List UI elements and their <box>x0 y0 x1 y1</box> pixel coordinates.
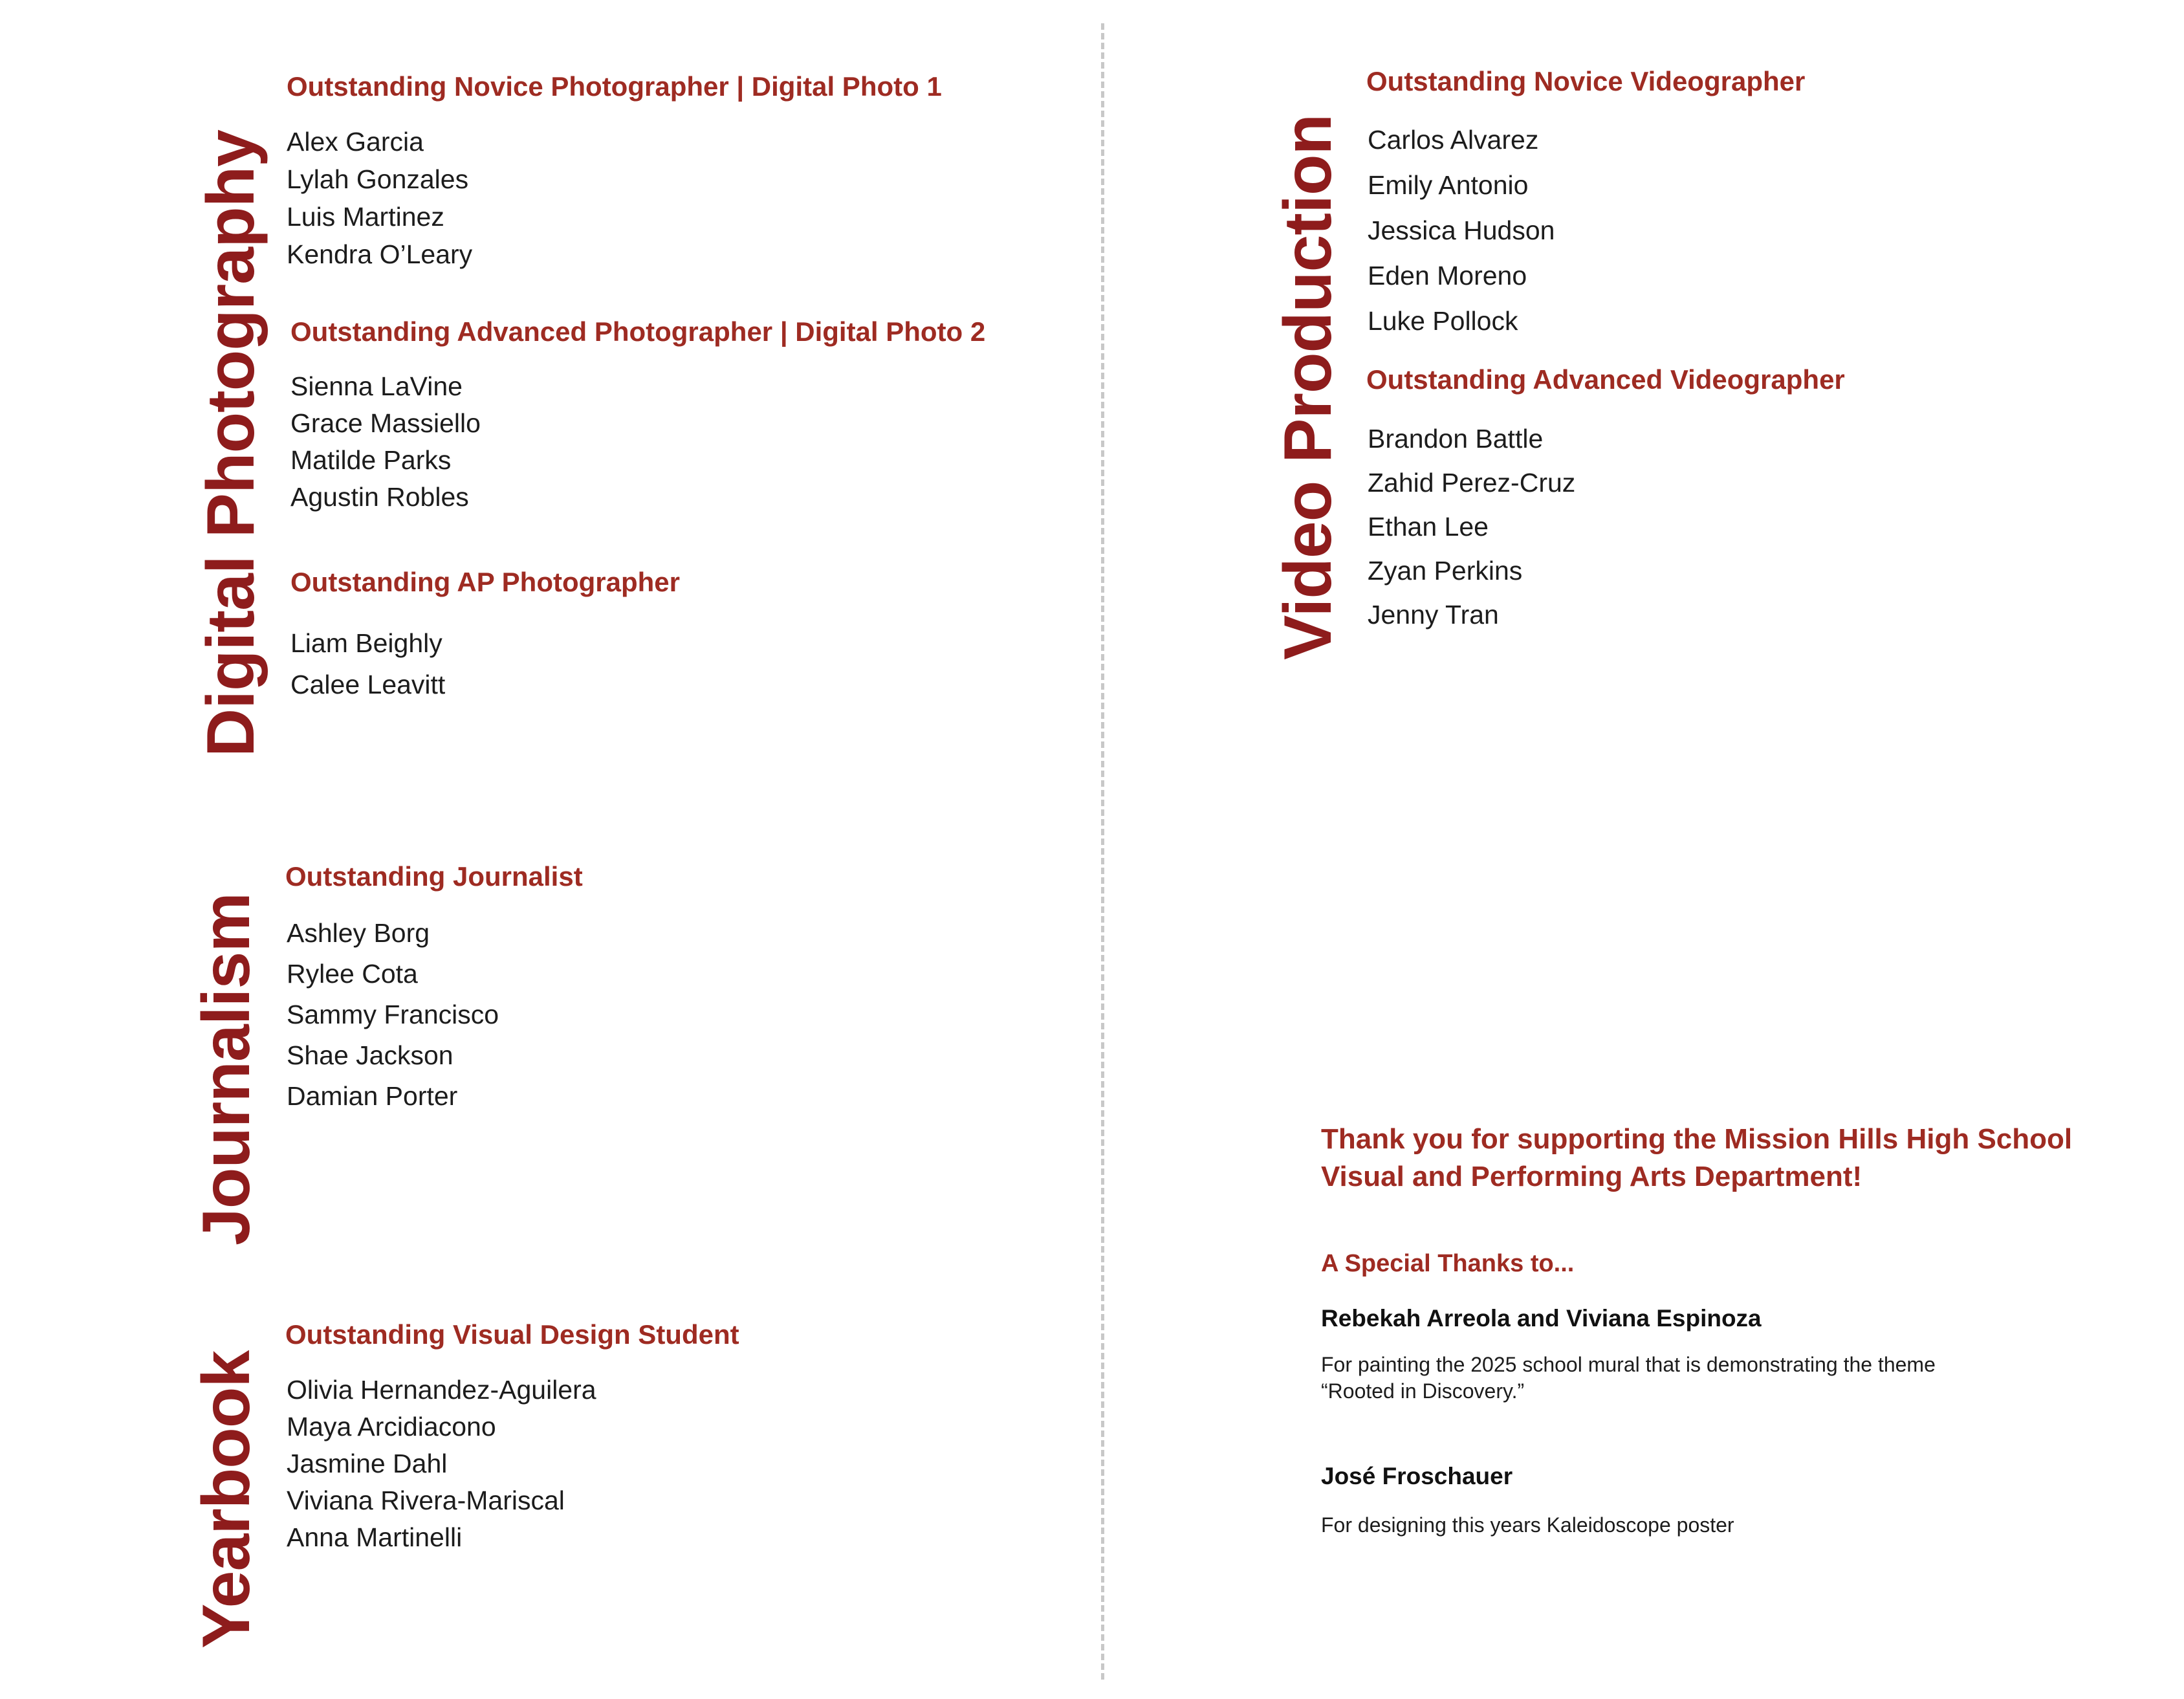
list-item: Emily Antonio <box>1368 170 1529 200</box>
list-item: Jenny Tran <box>1368 600 1499 630</box>
list-item: Sammy Francisco <box>287 1000 499 1029</box>
list-item: Agustin Robles <box>290 482 469 512</box>
category-ap-photographer: Outstanding AP Photographer <box>290 567 681 597</box>
list-item: Calee Leavitt <box>290 670 446 699</box>
list-item: Rylee Cota <box>287 959 418 989</box>
special-thanks-heading: A Special Thanks to... <box>1321 1250 1575 1277</box>
category-advanced-videographer: Outstanding Advanced Videographer <box>1366 364 1845 395</box>
list-item: Grace Massiello <box>290 408 481 438</box>
list-item: Zahid Perez-Cruz <box>1368 468 1576 498</box>
list-item: Ethan Lee <box>1368 512 1489 542</box>
list-item: Viviana Rivera-Mariscal <box>287 1485 565 1515</box>
center-fold-divider <box>1101 23 1104 1680</box>
thank-you-message: Thank you for supporting the Mission Hills High School Visual and Performing Arts Department! <box>1321 1123 2073 1192</box>
category-advanced-photographer: Outstanding Advanced Photographer | Digital Photo 2 <box>290 316 986 347</box>
names-journalist <box>287 913 499 1117</box>
list-item: Olivia Hernandez-Aguilera <box>287 1375 596 1405</box>
names-advanced-photographer <box>290 368 481 516</box>
thanks-person-description: For designing this years Kaleidoscope poster <box>1321 1513 1734 1537</box>
category-visual-design-student: Outstanding Visual Design Student <box>285 1319 739 1350</box>
category-novice-videographer: Outstanding Novice Videographer <box>1366 66 1806 96</box>
list-item: Anna Martinelli <box>287 1522 463 1552</box>
list-item: Kendra O’Leary <box>287 239 473 269</box>
list-item: Liam Beighly <box>290 628 442 658</box>
list-item: Jessica Hudson <box>1368 215 1555 245</box>
list-item: Luke Pollock <box>1368 306 1518 336</box>
section-title-digital-photography: Digital Photography <box>193 130 268 757</box>
list-item: Jasmine Dahl <box>287 1449 448 1478</box>
list-item: Shae Jackson <box>287 1040 453 1070</box>
list-item: Sienna LaVine <box>290 371 463 401</box>
thanks-person-description: For painting the 2025 school mural that is demonstrating the theme “Rooted in Discovery.” <box>1321 1353 1936 1403</box>
section-title-yearbook: Yearbook <box>189 1350 264 1649</box>
names-ap-photographer <box>290 622 445 705</box>
list-item: Carlos Alvarez <box>1368 125 1539 155</box>
list-item: Brandon Battle <box>1368 424 1544 454</box>
thanks-person-name: José Froschauer <box>1321 1463 1513 1489</box>
list-item: Luis Martinez <box>287 202 444 232</box>
list-item: Maya Arcidiacono <box>287 1412 496 1441</box>
list-item: Alex Garcia <box>287 127 424 157</box>
section-title-journalism: Journalism <box>189 893 264 1245</box>
list-item: Lylah Gonzales <box>287 164 469 194</box>
names-novice-videographer <box>1368 117 1555 344</box>
section-title-video-production: Video Production <box>1271 114 1346 660</box>
list-item: Damian Porter <box>287 1081 458 1111</box>
thanks-person-name: Rebekah Arreola and Viviana Espinoza <box>1321 1305 1762 1332</box>
list-item: Zyan Perkins <box>1368 556 1523 586</box>
list-item: Eden Moreno <box>1368 261 1527 290</box>
category-novice-photographer: Outstanding Novice Photographer | Digital Photo 1 <box>287 71 942 102</box>
category-journalist: Outstanding Journalist <box>285 861 583 892</box>
names-advanced-videographer <box>1368 417 1575 637</box>
list-item: Matilde Parks <box>290 445 452 475</box>
list-item: Ashley Borg <box>287 918 430 948</box>
names-visual-design-student <box>287 1372 596 1556</box>
names-novice-photographer <box>287 123 472 273</box>
